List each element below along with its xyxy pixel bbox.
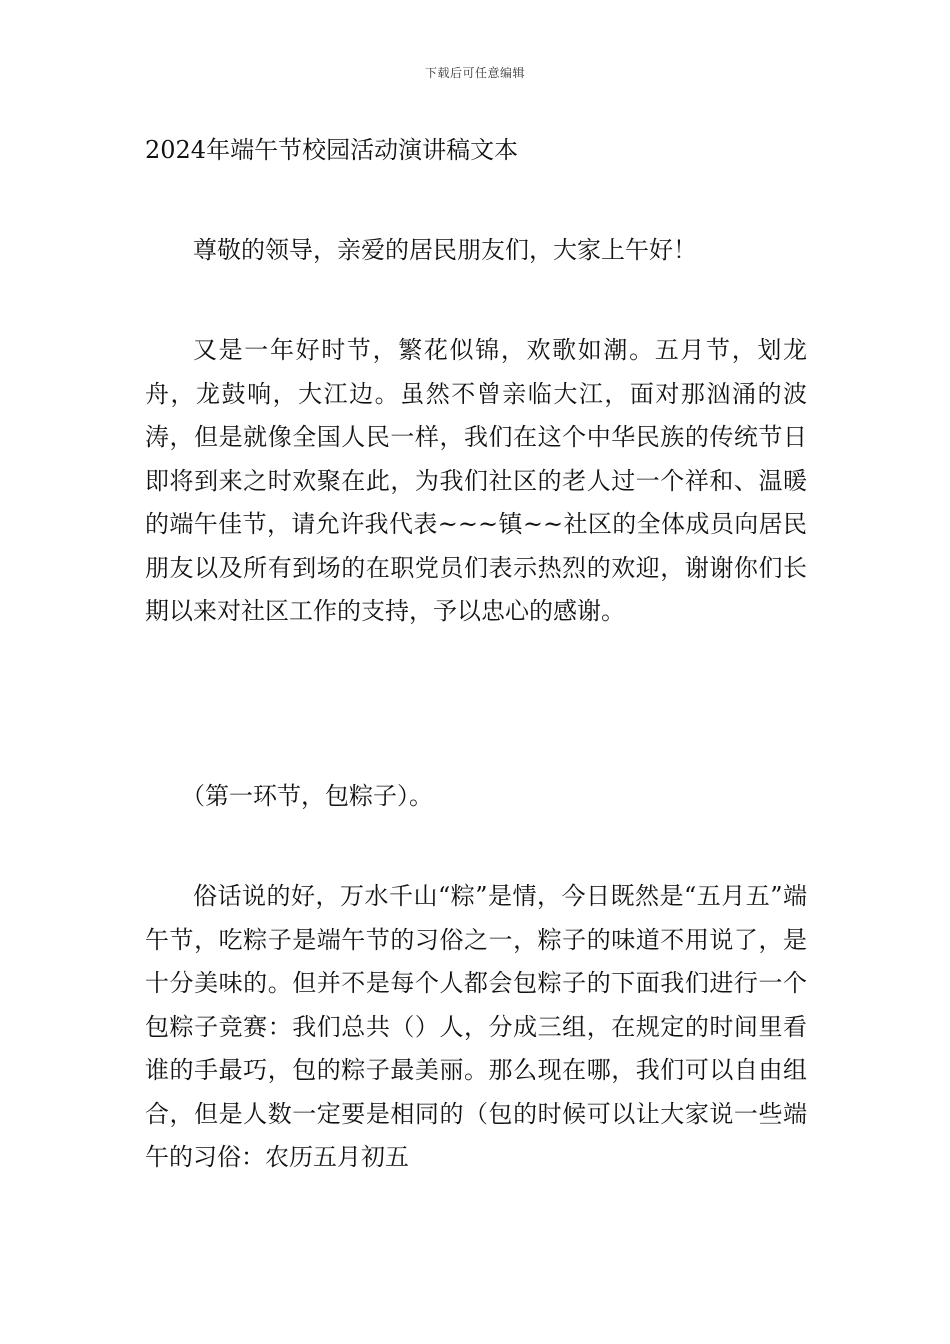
paragraph-zongzi: 俗话说的好，万水千山“粽”是情，今日既然是“五月五”端午节，吃粽子是端午节的习俗之一，粽子的味道不用说了，是十分美味的。但并不是每个人都会包粽子的下面我们进行一个包粽子竞赛：我们总共（）人，分成三组，在规定的时间里看谁的手最巧，包的粽子最美丽。那么现在哪，我们可以自由组合，但是人数一定要是相同的（包的时候可以让大家说一些端午的习俗：农历五月初五 — [145, 882, 807, 1171]
header-note: 下载后可任意编辑 — [424, 66, 525, 80]
paragraph-intro: 又是一年好时节，繁花似锦，欢歌如潮。五月节，划龙舟，龙鼓响，大江边。虽然不曾亲临大江，面对那汹涌的波涛，但是就像全国人民一样，我们在这个中华民族的传统节日即将到来之时欢聚在此，为我们社区的老人过一个祥和、温暖的端午佳节，请允许我代表~~~镇~~社区的全体成员向居民朋友以及所有到场的在职党员们表示热烈的欢迎，谢谢你们长期以来对社区工作的支持，予以忠心的感谢。 — [145, 336, 807, 625]
paragraph-greeting: 尊敬的领导，亲爱的居民朋友们，大家上午好！ — [193, 236, 697, 264]
document-title: 2024年端午节校园活动演讲稿文本 — [145, 136, 519, 164]
paragraph-section-heading: （第一环节，包粽子）。 — [181, 782, 433, 810]
